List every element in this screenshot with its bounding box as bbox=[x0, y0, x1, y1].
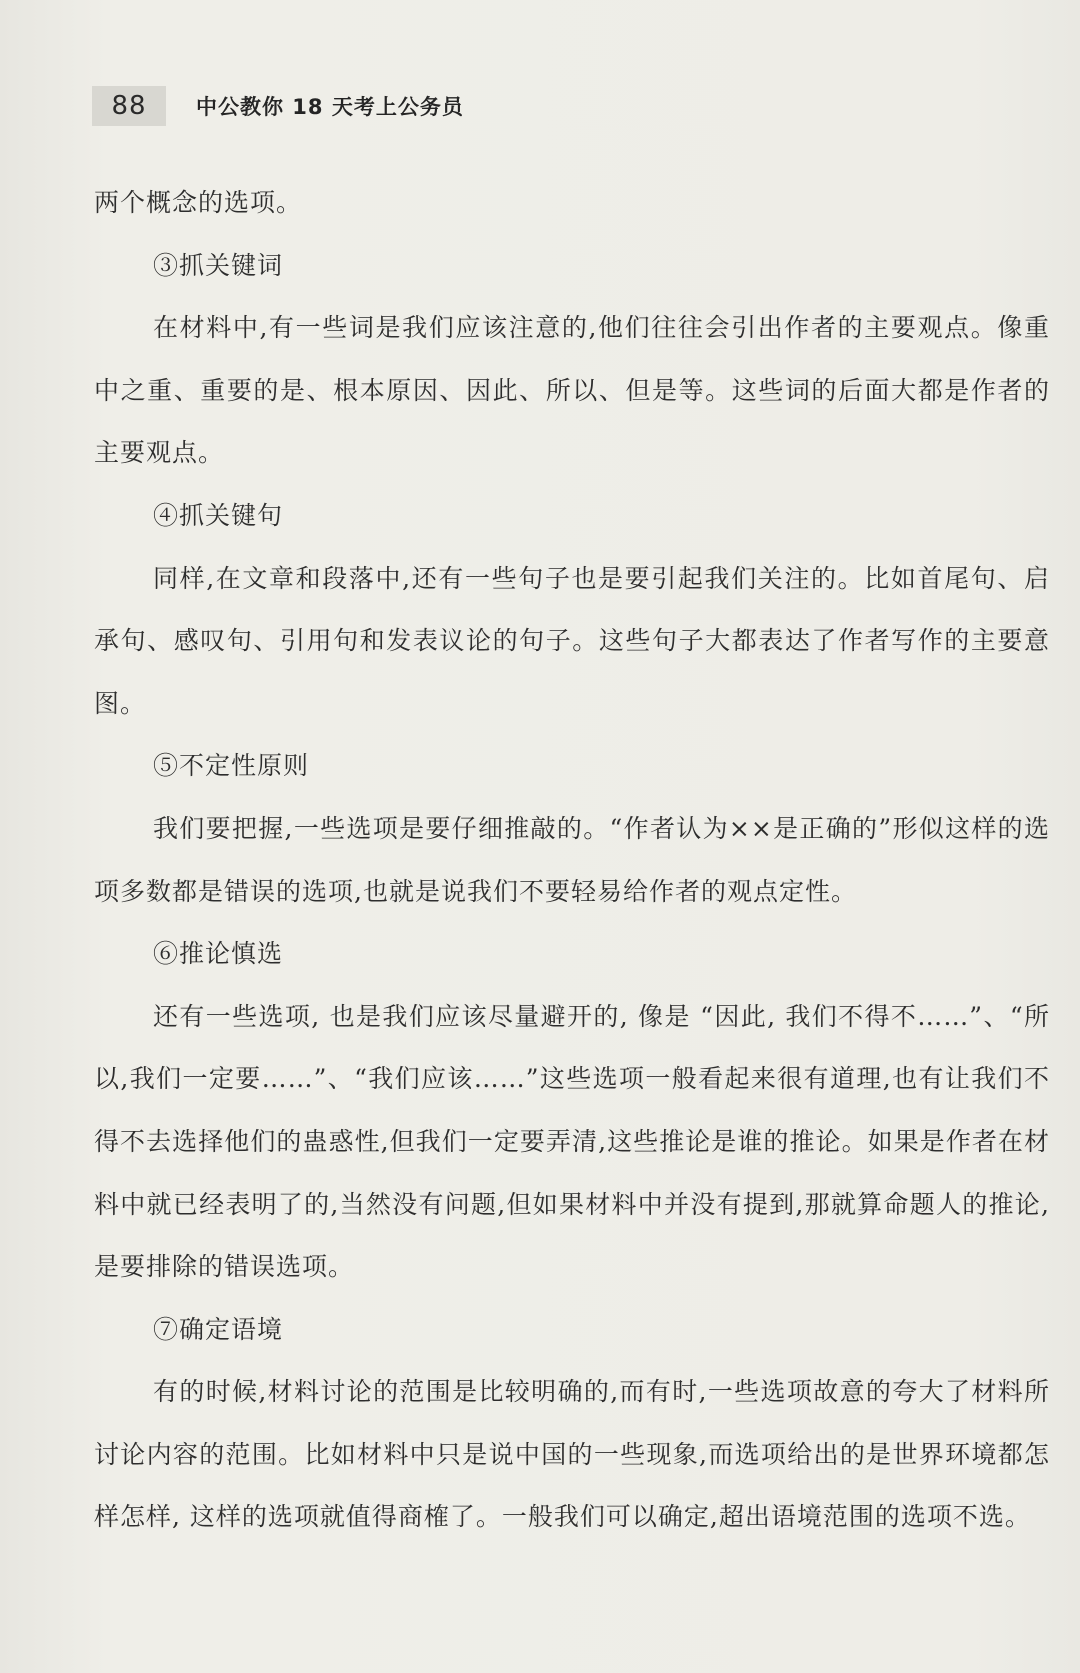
section-heading-key-sentences: ④抓关键句 bbox=[153, 500, 284, 530]
page-body bbox=[94, 172, 1050, 1549]
section-heading-uncertainty-principle: ⑤不定性原则 bbox=[153, 751, 310, 781]
book-title: 中公教你 18 天考上公务员 bbox=[196, 95, 464, 119]
paragraph-uncertainty-principle: 我们要把握,一些选项是要仔细推敲的。“作者认为××是正确的”形似这样的选项多数都是错误的选项,也就是说我们不要轻易给作者的观点定性。 bbox=[94, 813, 1050, 906]
section-heading-determine-context: ⑦确定语境 bbox=[153, 1314, 284, 1344]
section-heading-keywords: ③抓关键词 bbox=[153, 250, 284, 280]
section-heading-careful-inference: ⑥推论慎选 bbox=[153, 939, 284, 969]
page-number: 88 bbox=[92, 86, 166, 126]
paragraph-keywords: 在材料中,有一些词是我们应该注意的,他们往往会引出作者的主要观点。像重中之重、重要的是、根本原因、因此、所以、但是等。这些词的后面大都是作者的主要观点。 bbox=[94, 313, 1050, 468]
running-header bbox=[92, 86, 464, 126]
paragraph-continued: 两个概念的选项。 bbox=[94, 188, 303, 217]
paragraph-careful-inference: 还有一些选项, 也是我们应该尽量避开的, 像是 “因此, 我们不得不……”、“所以,我们一定要……”、“我们应该……”这些选项一般看起来很有道理,也有让我们不得不去选择他们的蛊惑性,但我们一定要弄清,这些推论是谁的推论。如果是作者在材料中就已经表明了的,当然没有问题,但如果材料中并没有提到,那就算命题人的推论,是要排除的错误选项。 bbox=[94, 1001, 1050, 1282]
paragraph-determine-context: 有的时候,材料讨论的范围是比较明确的,而有时,一些选项故意的夸大了材料所讨论内容的范围。比如材料中只是说中国的一些现象,而选项给出的是世界环境都怎样怎样, 这样的选项就值得商榷了。一般我们可以确定,超出语境范围的选项不选。 bbox=[94, 1377, 1050, 1532]
paragraph-key-sentences: 同样,在文章和段落中,还有一些句子也是要引起我们关注的。比如首尾句、启承句、感叹句、引用句和发表议论的句子。这些句子大都表达了作者写作的主要意图。 bbox=[94, 563, 1050, 718]
